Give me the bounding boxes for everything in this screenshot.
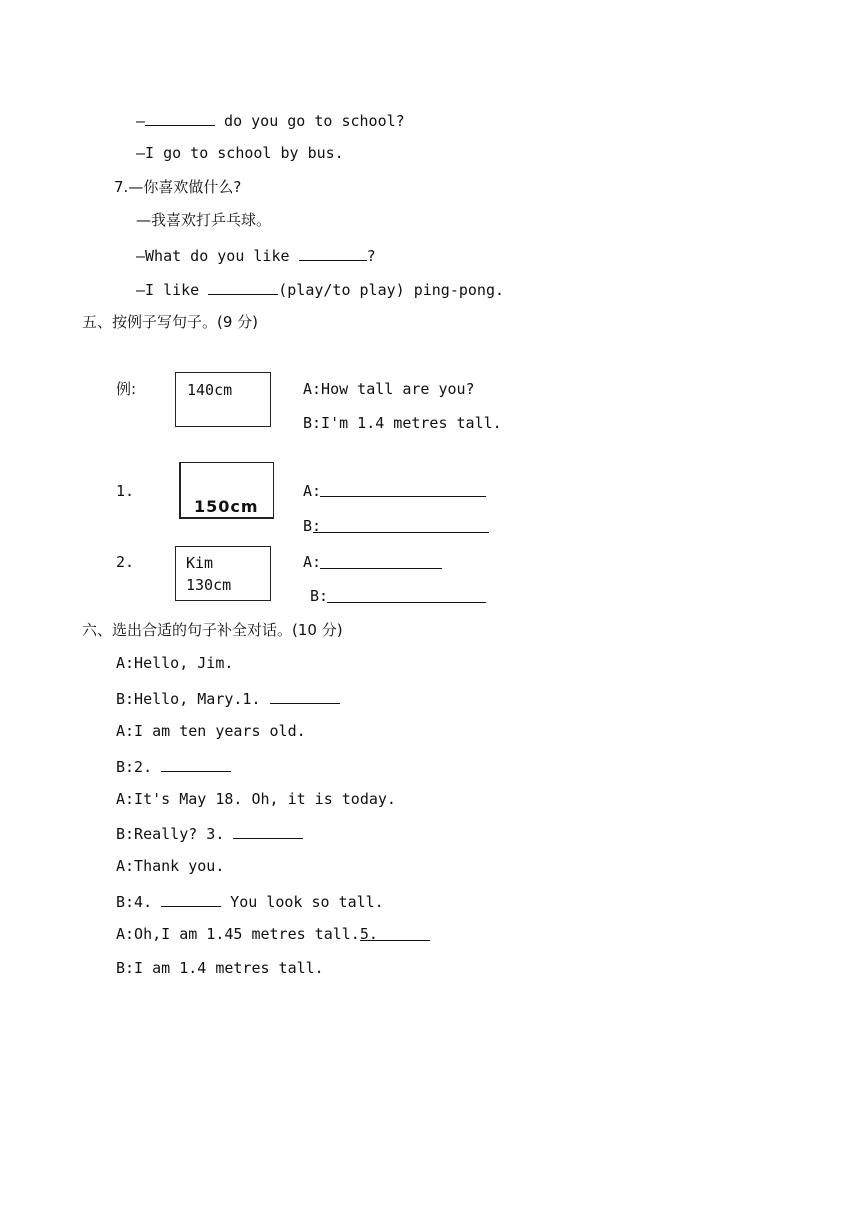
q6-line1 (136, 109, 405, 129)
item2-number: 2. (116, 553, 135, 571)
example-height-box (175, 372, 271, 427)
example-label: 例: (116, 380, 137, 398)
item1-a-line (303, 481, 321, 501)
item1-height-box (179, 462, 274, 519)
example-b-line: B:I'm 1.4 metres tall. (303, 414, 502, 432)
dialog-blank-4[interactable] (161, 890, 221, 907)
dialog-line-8-text: B:4. (116, 893, 162, 911)
dialog-line-8-end: You look so tall. (221, 893, 384, 911)
item2-a-label: A: (303, 553, 322, 571)
q7-blank-1[interactable] (299, 244, 367, 261)
q7-line4-text: —I like (136, 281, 209, 299)
item1-number: 1. (116, 482, 135, 500)
item1-height-text: 150cm (194, 497, 259, 516)
dialog-blank-5[interactable] (360, 924, 430, 941)
item1-b-blank[interactable] (313, 532, 489, 533)
q7-prompt (114, 177, 241, 197)
item1-b-line (303, 516, 321, 536)
dialog-line-2 (116, 687, 340, 707)
dialog-line-5: A:It's May 18. Oh, it is today. (116, 790, 396, 808)
dialog-line-4 (116, 755, 231, 775)
q7-number: 7. (114, 178, 129, 196)
q7-line3-end: ? (366, 247, 376, 265)
section5-heading: 五、按例子写句子。(9 分) (82, 313, 259, 331)
dialog-blank-2[interactable] (161, 755, 231, 772)
dialog-line-3: A:I am ten years old. (116, 722, 306, 740)
dialog-line-1: A:Hello, Jim. (116, 654, 234, 672)
q7-line4-end: (play/to play) ping-pong. (278, 281, 505, 299)
item2-a-blank[interactable] (320, 568, 442, 569)
dialog-blank-3[interactable] (233, 822, 303, 839)
q7-line3 (136, 244, 376, 264)
dialog-line-8 (116, 890, 384, 910)
q6-blank[interactable] (145, 109, 215, 126)
dialog-line-9 (116, 924, 430, 944)
item2-b-label: B: (310, 587, 329, 605)
dialog-blank-1[interactable] (270, 687, 340, 704)
item1-a-blank[interactable] (320, 496, 486, 497)
dialog-line-6 (116, 822, 303, 842)
section6-heading: 六、选出合适的句子补全对话。(10 分) (82, 621, 343, 639)
item2-b-blank[interactable] (327, 602, 486, 603)
q7-answer-cn: —我喜欢打乒乓球。 (136, 211, 272, 229)
q7-line4 (136, 278, 504, 298)
dialog-blank-5-number: 5. (359, 925, 378, 943)
dialog-line-7: A:Thank you. (116, 857, 225, 875)
item2-height-text: 130cm (186, 576, 232, 594)
item2-name-text: Kim (186, 554, 214, 572)
item2-info-box (175, 546, 271, 601)
q6-line2: —I go to school by bus. (136, 144, 344, 162)
item1-a-label: A: (303, 482, 322, 500)
example-a-line: A:How tall are you? (303, 380, 475, 398)
item2-a-line (303, 552, 321, 572)
example-height-text: 140cm (187, 381, 233, 399)
q6-dash: — (136, 112, 146, 130)
q7-prompt-cn: —你喜欢做什么? (128, 178, 242, 196)
item2-b-line (310, 586, 328, 606)
q7-line3-text: —What do you like (136, 247, 299, 265)
dialog-line-10: B:I am 1.4 metres tall. (116, 959, 324, 977)
item1-b-label: B: (303, 517, 322, 535)
dialog-line-2-text: B:Hello, Mary.1. (116, 690, 270, 708)
dialog-line-4-text: B:2. (116, 758, 162, 776)
q7-blank-2[interactable] (208, 278, 278, 295)
dialog-line-9-text: A:Oh,I am 1.45 metres tall. (116, 925, 360, 943)
q6-line1-text: do you go to school? (215, 112, 405, 130)
dialog-line-6-text: B:Really? 3. (116, 825, 234, 843)
